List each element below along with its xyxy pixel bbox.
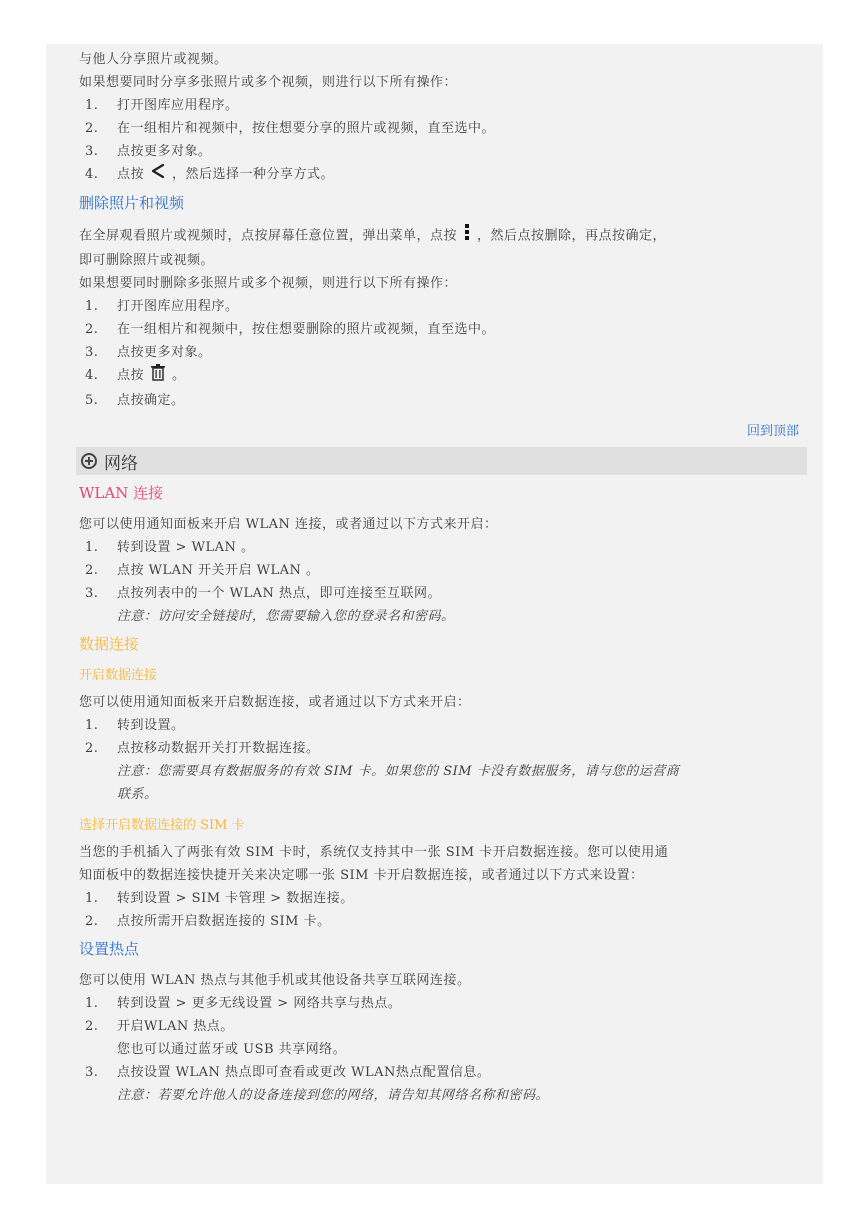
step-text: 点按更多对象。 bbox=[117, 345, 212, 360]
data-note-line1: 注意：您需要具有数据服务的有效 SIM 卡。如果您的 SIM 卡没有数据服务，请与您的运营商 bbox=[117, 764, 680, 779]
step-number: 1. bbox=[85, 540, 99, 555]
step-text: 点按确定。 bbox=[117, 393, 185, 408]
sim-intro-line1: 当您的手机插入了两张有效 SIM 卡时，系统仅支持其中一张 SIM 卡开启数据连接。您可以使用通 bbox=[79, 845, 669, 860]
step-text: 转到设置。 bbox=[117, 718, 185, 733]
delete-intro-line2: 即可删除照片或视频。 bbox=[79, 253, 215, 268]
step-text: 转到设置 > 更多无线设置 > 网络共享与热点。 bbox=[117, 996, 402, 1011]
step-number: 2. bbox=[85, 1019, 99, 1034]
list-item bbox=[79, 364, 799, 389]
step-number: 5. bbox=[85, 393, 99, 408]
step-text: 点按更多对象。 bbox=[117, 144, 212, 159]
step-number: 3. bbox=[85, 144, 99, 159]
step-number: 1. bbox=[85, 299, 99, 314]
list-item bbox=[79, 163, 799, 187]
step-text: 打开图库应用程序。 bbox=[117, 98, 239, 113]
step-number: 2. bbox=[85, 741, 99, 756]
delete-multi-intro: 如果想要同时删除多张照片或多个视频，则进行以下所有操作： bbox=[79, 276, 458, 291]
list-item bbox=[79, 992, 799, 1015]
delete-intro-line1 bbox=[79, 223, 799, 249]
step-number: 4. bbox=[85, 167, 99, 182]
hotspot-intro: 您可以使用 WLAN 热点与其他手机或其他设备共享互联网连接。 bbox=[79, 973, 471, 988]
data-subheading-sim: 选择开启数据连接的 SIM 卡 bbox=[79, 818, 245, 833]
share-icon bbox=[150, 163, 166, 187]
step-number: 3. bbox=[85, 586, 99, 601]
wlan-note: 注意：访问安全链接时，您需要输入您的登录名和密码。 bbox=[117, 609, 455, 624]
list-item bbox=[79, 140, 799, 163]
section-bar-network[interactable] bbox=[76, 447, 807, 475]
step-number: 1. bbox=[85, 98, 99, 113]
wlan-heading: WLAN 连接 bbox=[79, 484, 164, 502]
back-to-top-link[interactable]: 回到顶部 bbox=[746, 424, 799, 439]
step-text: 打开图库应用程序。 bbox=[117, 299, 239, 314]
trash-icon bbox=[150, 364, 166, 389]
list-item bbox=[79, 117, 799, 140]
expand-plus-icon[interactable] bbox=[81, 453, 97, 469]
wlan-intro: 您可以使用通知面板来开启 WLAN 连接，或者通过以下方式来开启： bbox=[79, 517, 498, 532]
share-intro: 与他人分享照片或视频。 bbox=[79, 52, 228, 67]
step-text-post: ，然后选择一种分享方式。 bbox=[172, 167, 335, 182]
list-item bbox=[79, 295, 799, 318]
list-item bbox=[79, 318, 799, 341]
step-text-pre: 点按 bbox=[117, 167, 145, 182]
step-number: 2. bbox=[85, 322, 99, 337]
list-item bbox=[79, 1061, 799, 1084]
step-text: 点按移动数据开关打开数据连接。 bbox=[117, 741, 320, 756]
step-number: 1. bbox=[85, 718, 99, 733]
share-multi-intro: 如果想要同时分享多张照片或多个视频，则进行以下所有操作： bbox=[79, 75, 458, 90]
step-text: 开启WLAN 热点。 bbox=[117, 1019, 234, 1034]
sim-intro-line2: 知面板中的数据连接快捷开关来决定哪一张 SIM 卡开启数据连接，或者通过以下方式来设置： bbox=[79, 868, 644, 883]
list-item bbox=[79, 94, 799, 117]
step-text: 点按列表中的一个 WLAN 热点，即可连接至互联网。 bbox=[117, 586, 442, 601]
list-item bbox=[79, 910, 799, 933]
step-number: 1. bbox=[85, 996, 99, 1011]
page-content bbox=[79, 48, 799, 1107]
document-page bbox=[46, 44, 823, 1184]
more-vert-icon bbox=[463, 223, 471, 249]
list-item bbox=[79, 737, 799, 760]
list-item bbox=[79, 389, 799, 412]
step-number: 3. bbox=[85, 345, 99, 360]
data-subheading-enable: 开启数据连接 bbox=[79, 668, 158, 683]
step-text: 点按所需开启数据连接的 SIM 卡。 bbox=[117, 914, 331, 929]
step-text: 点按设置 WLAN 热点即可查看或更改 WLAN热点配置信息。 bbox=[117, 1065, 491, 1080]
delete-intro-text-post: ，然后点按删除，再点按确定， bbox=[477, 228, 667, 244]
step-text: 点按 WLAN 开关开启 WLAN 。 bbox=[117, 563, 320, 578]
step-text: 在一组相片和视频中，按住想要分享的照片或视频，直至选中。 bbox=[117, 121, 496, 136]
list-item bbox=[79, 341, 799, 364]
step-text: 转到设置 > SIM 卡管理 > 数据连接。 bbox=[117, 891, 354, 906]
section-title: 网络 bbox=[104, 453, 138, 474]
step-number: 2. bbox=[85, 914, 99, 929]
list-item bbox=[79, 714, 799, 737]
delete-intro-text: 在全屏观看照片或视频时，点按屏幕任意位置，弹出菜单，点按 bbox=[79, 228, 458, 244]
data-intro: 您可以使用通知面板来开启数据连接，或者通过以下方式来开启： bbox=[79, 695, 471, 710]
step-text: 在一组相片和视频中，按住想要删除的照片或视频，直至选中。 bbox=[117, 322, 496, 337]
step-text-pre: 点按 bbox=[117, 368, 145, 383]
list-item bbox=[79, 559, 799, 582]
step-number: 3. bbox=[85, 1065, 99, 1080]
step-text: 转到设置 > WLAN 。 bbox=[117, 540, 255, 555]
step-text-post: 。 bbox=[172, 368, 186, 383]
step-number: 2. bbox=[85, 121, 99, 136]
data-heading: 数据连接 bbox=[79, 635, 140, 653]
step-number: 2. bbox=[85, 563, 99, 578]
list-item bbox=[79, 887, 799, 910]
delete-heading: 删除照片和视频 bbox=[79, 194, 185, 212]
step-number: 4. bbox=[85, 368, 99, 383]
hotspot-heading: 设置热点 bbox=[79, 940, 140, 958]
list-item bbox=[79, 536, 799, 559]
hotspot-note: 注意：若要允许他人的设备连接到您的网络，请告知其网络名称和密码。 bbox=[117, 1088, 550, 1103]
step-number: 1. bbox=[85, 891, 99, 906]
list-item bbox=[79, 582, 799, 605]
list-item bbox=[79, 1015, 799, 1038]
hotspot-step2-sub: 您也可以通过蓝牙或 USB 共享网络。 bbox=[117, 1042, 347, 1057]
data-note-line2: 联系。 bbox=[117, 787, 158, 802]
